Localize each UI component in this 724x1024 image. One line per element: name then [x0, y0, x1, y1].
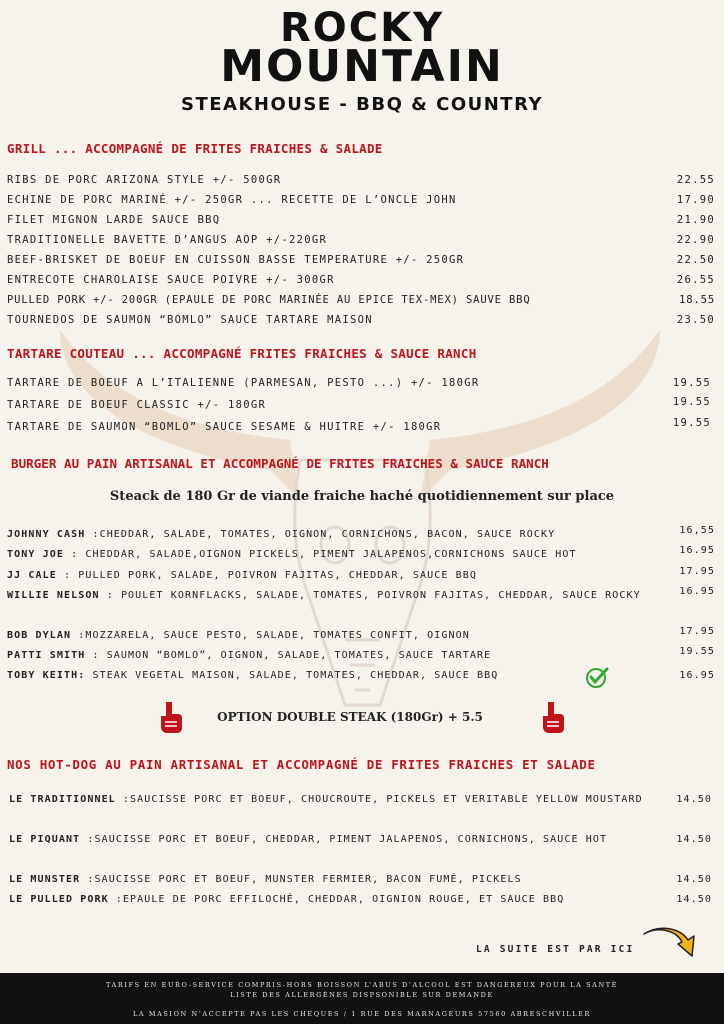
burger-desc: :MOZZARELA, SAUCE PESTO, SALADE, TOMATES CONFIT, OIGNON	[71, 630, 470, 641]
brand-title-line2: MOUNTAIN	[220, 41, 504, 92]
burger-name: BOB DYLAN	[7, 630, 72, 641]
burger-name: JJ CALE	[7, 570, 57, 581]
item-name: TRADITIONELLE BAVETTE D’ANGUS AOP +/-220GR	[7, 234, 328, 246]
brand-title-line1: ROCKY	[279, 5, 445, 51]
item-price: 22.55	[676, 174, 715, 186]
burger-desc: STEAK VEGETAL MAISON, SALADE, TOMATES, CHEDDAR, SAUCE BBQ	[85, 670, 499, 681]
menu-item	[7, 193, 715, 207]
menu-item	[7, 398, 711, 412]
item-price: 19.55	[672, 417, 711, 429]
burger-desc: : SAUMON “BOMLO”, OIGNON, SALADE, TOMATES, SAUCE TARTARE	[85, 650, 492, 661]
item-price: 16.95	[679, 670, 715, 681]
hotdog-item	[9, 890, 712, 910]
menu-item	[7, 376, 711, 390]
item-name: TARTARE DE BOEUF CLASSIC +/- 180GR	[7, 399, 267, 411]
hotdog-item	[9, 790, 712, 810]
item-name: TARTARE DE SAUMON “BOMLO” SAUCE SESAME & HUITRE +/- 180GR	[7, 421, 442, 433]
hotdog-name: LE PIQUANT	[9, 834, 81, 845]
item-price: 14.50	[676, 874, 712, 885]
item-price: 23.50	[676, 314, 715, 326]
burger-desc: : CHEDDAR, SALADE,OIGNON PICKELS, PIMENT JALAPENOS,CORNICHONS SAUCE HOT	[63, 549, 577, 560]
item-price: 18.55	[679, 294, 715, 306]
hotdog-desc: :SAUCISSE PORC ET BOEUF, CHEDDAR, PIMENT JALAPENOS, CORNICHONS, SAUCE HOT	[80, 834, 608, 845]
item-price: 17.95	[679, 566, 715, 577]
item-name: FILET MIGNON LARDE SAUCE BBQ	[7, 214, 221, 226]
burger-name: PATTI SMITH	[7, 650, 86, 661]
burger-item	[7, 525, 715, 545]
hotdog-name: LE PULLED PORK	[9, 894, 109, 905]
hotdog-name: LE TRADITIONNEL	[9, 794, 116, 805]
item-name: TARTARE DE BOEUF A L’ITALIENNE (PARMESAN, PESTO ...) +/- 180GR	[7, 377, 480, 389]
double-steak-option: OPTION DOUBLE STEAK (180Gr) + 5.5	[217, 710, 483, 724]
menu-item	[7, 213, 715, 227]
item-price: 17.95	[679, 626, 715, 637]
hotdog-name: LE MUNSTER	[9, 874, 81, 885]
burger-desc: : POULET KORNFLACKS, SALADE, TOMATES, POIVRON FAJITAS, CHEDDAR, SAUCE ROCKY	[99, 590, 641, 601]
menu-item	[7, 253, 715, 267]
check-icon	[585, 666, 609, 688]
burger-item	[7, 566, 715, 586]
footer-line1: TARIFS EN EURO-SERVICE COMPRIS-HORS BOISSON L’ABUS D’ALCOOL EST DANGEREUX POUR LA SANTÉ	[105, 981, 619, 989]
item-name: PULLED PORK +/- 200GR (EPAULE DE PORC MARINÉE AU EPICE TEX-MEX) SAUVE BBQ	[7, 294, 531, 306]
footer-line2: LISTE DES ALLERGÈNES DISPSONIBLE SUR DEMANDE	[230, 991, 494, 999]
section-title-grill: GRILL ... ACCOMPAGNÉ DE FRITES FRAICHES & SALADE	[7, 141, 383, 156]
item-name: ENTRECOTE CHAROLAISE SAUCE POIVRE +/- 300GR	[7, 274, 335, 286]
menu-item	[7, 273, 715, 287]
item-name: TOURNEDOS DE SAUMON “BOMLO” SAUCE TARTARE MAISON	[7, 314, 373, 326]
item-price: 22.50	[676, 254, 715, 266]
burger-item	[7, 626, 715, 646]
brand-tagline: STEAKHOUSE - BBQ & COUNTRY	[180, 94, 543, 115]
burger-desc: :CHEDDAR, SALADE, TOMATES, OIGNON, CORNICHONS, BACON, SAUCE ROCKY	[85, 529, 556, 540]
item-price: 16.95	[679, 545, 715, 556]
hotdog-desc: :EPAULE DE PORC EFFILOCHÉ, CHEDDAR, OIGNION ROUGE, ET SAUCE BBQ	[108, 894, 565, 905]
burger-name: TONY JOE	[7, 549, 64, 560]
item-name: ECHINE DE PORC MARINÉ +/- 250GR ... RECETTE DE L’ONCLE JOHN	[7, 194, 457, 206]
item-price: 19.55	[679, 646, 715, 657]
item-name: BEEF-BRISKET DE BOEUF EN CUISSON BASSE TEMPERATURE +/- 250GR	[7, 254, 465, 266]
hotdog-desc: :SAUCISSE PORC ET BOEUF, MUNSTER FERMIER, BACON FUMÉ, PICKELS	[80, 874, 522, 885]
hotdog-item	[9, 830, 712, 850]
item-price: 16,55	[679, 525, 715, 536]
menu-item	[7, 173, 715, 187]
item-price: 16.95	[679, 586, 715, 597]
item-name: RIBS DE PORC ARIZONA STYLE +/- 500GR	[7, 174, 282, 186]
item-price: 21.90	[676, 214, 715, 226]
menu-item	[7, 293, 715, 307]
burger-name: WILLIE NELSON	[7, 590, 100, 601]
section-title-hotdog: NOS HOT-DOG AU PAIN ARTISANAL ET ACCOMPAGNÉ DE FRITES FRAICHES ET SALADE	[7, 757, 596, 772]
section-title-tartare: TARTARE COUTEAU ... ACCOMPAGNÉ FRITES FRAICHES & SAUCE RANCH	[7, 346, 477, 361]
item-price: 26.55	[676, 274, 715, 286]
footer	[0, 973, 724, 1024]
burger-item	[7, 646, 715, 666]
item-price: 14.50	[676, 834, 712, 845]
item-price: 19.55	[672, 396, 711, 408]
item-price: 14.50	[676, 894, 712, 905]
item-price: 17.90	[676, 194, 715, 206]
next-page-link[interactable]: LA SUITE EST PAR ICI	[476, 944, 635, 955]
menu-item	[7, 233, 715, 247]
item-price: 22.90	[676, 234, 715, 246]
burger-desc: : PULLED PORK, SALADE, POIVRON FAJITAS, CHEDDAR, SAUCE BBQ	[56, 570, 477, 581]
burger-item	[7, 586, 715, 606]
item-price: 14.50	[676, 794, 712, 805]
menu-item	[7, 313, 715, 327]
burger-name: TOBY KEITH:	[7, 670, 86, 681]
section-title-burger: BURGER AU PAIN ARTISANAL ET ACCOMPAGNÉ DE FRITES FRAICHES & SAUCE RANCH	[11, 456, 549, 471]
footer-line3: LA MASION N’ACCEPTE PAS LES CHEQUES / 1 RUE DES MARNAGEURS 57560 ABRESCHVILLER	[132, 1010, 592, 1018]
burger-name: JOHNNY CASH	[7, 529, 86, 540]
hotdog-item	[9, 870, 712, 890]
burger-subtitle: Steack de 180 Gr de viande fraiche haché quotidiennement sur place	[109, 489, 615, 504]
hotdog-desc: :SAUCISSE PORC ET BOEUF, CHOUCROUTE, PICKELS ET VERITABLE YELLOW MOUSTARD	[115, 794, 643, 805]
arrow-icon[interactable]	[640, 924, 698, 964]
burger-item	[7, 545, 715, 565]
menu-item	[7, 417, 711, 434]
item-price: 19.55	[672, 377, 711, 389]
